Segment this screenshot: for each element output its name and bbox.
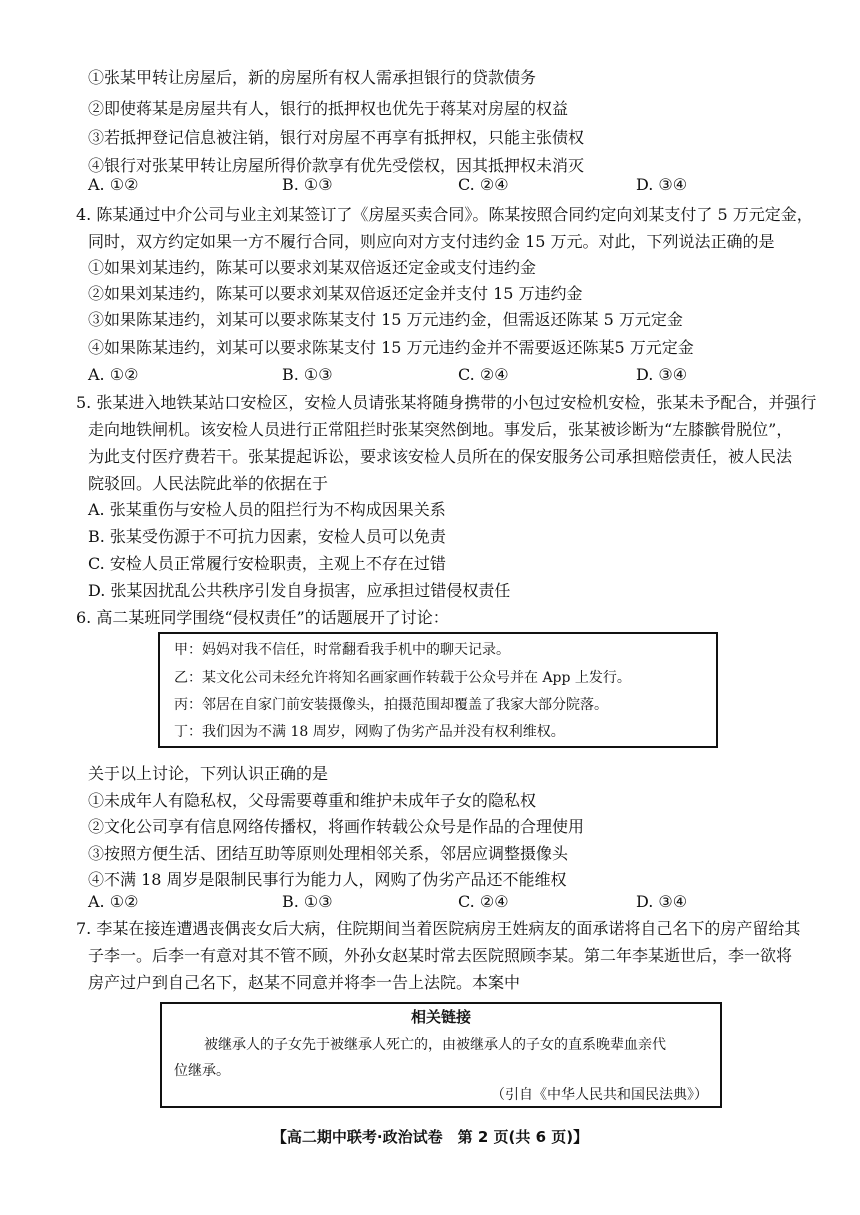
q5-stem-line-2: 走向地铁闸机。该安检人员进行正常阻拦时张某突然倒地。事发后，张某被诊断为“左膝髌骨脱位”， xyxy=(88,420,793,439)
q7-related-link-box xyxy=(160,1002,722,1108)
q5-stem-line-1: 5. 张某进入地铁某站口安检区，安检人员请张某将随身携带的小包过安检机安检，张某未予配合，并强行 xyxy=(76,393,817,412)
q6-box-line-jia: 甲：妈妈对我不信任，时常翻看我手机中的聊天记录。 xyxy=(174,642,510,658)
q4-option-d: D. ③④ xyxy=(636,365,688,384)
q6-item-1: ①未成年人有隐私权，父母需要尊重和维护未成年子女的隐私权 xyxy=(88,791,537,810)
q3-item-1: ①张某甲转让房屋后，新的房屋所有权人需承担银行的贷款债务 xyxy=(88,68,537,87)
q3-option-c: C. ②④ xyxy=(458,175,509,194)
q7-box-line-1: 被继承人的子女先于被继承人死亡的，由被继承人的子女的直系晚辈血亲代 xyxy=(204,1037,666,1053)
q6-option-a: A. ①② xyxy=(88,892,139,911)
q5-option-b: B. 张某受伤源于不可抗力因素，安检人员可以免责 xyxy=(88,527,446,546)
q5-option-d: D. 张某因扰乱公共秩序引发自身损害，应承担过错侵权责任 xyxy=(88,581,511,600)
q4-options xyxy=(88,365,688,385)
q7-stem-line-1: 7. 李某在接连遭遇丧偶丧女后大病，住院期间当着医院病房王姓病友的面承诺将自己名下的房产留给其 xyxy=(76,919,801,938)
q6-option-d: D. ③④ xyxy=(636,892,688,911)
q5-option-c: C. 安检人员正常履行安检职责，主观上不存在过错 xyxy=(88,554,446,573)
q4-item-1: ①如果刘某违约，陈某可以要求刘某双倍返还定金或支付违约金 xyxy=(88,258,537,277)
q5-stem-line-4: 院驳回。人民法院此举的依据在于 xyxy=(88,474,329,493)
q4-option-b: B. ①③ xyxy=(282,365,333,384)
q3-option-a: A. ①② xyxy=(88,175,139,194)
q7-stem-line-3: 房产过户到自己名下，赵某不同意并将李一告上法院。本案中 xyxy=(88,973,521,992)
q4-option-a: A. ①② xyxy=(88,365,139,384)
q6-box-line-yi: 乙：某文化公司未经允许将知名画家画作转载于公众号并在 App 上发行。 xyxy=(174,670,631,686)
q6-item-3: ③按照方便生活、团结互助等原则处理相邻关系，邻居应调整摄像头 xyxy=(88,844,569,863)
q6-box-line-bing: 丙：邻居在自家门前安装摄像头，拍摄范围却覆盖了我家大部分院落。 xyxy=(174,697,608,713)
q6-stem: 6. 高二某班同学围绕“侵权责任”的话题展开了讨论： xyxy=(76,608,449,627)
q7-box-title: 相关链接 xyxy=(410,1008,471,1026)
q3-item-4: ④银行对张某甲转让房屋所得价款享有优先受偿权，因其抵押权未消灭 xyxy=(88,156,585,175)
q4-option-c: C. ②④ xyxy=(458,365,509,384)
q3-option-d: D. ③④ xyxy=(636,175,688,194)
q3-item-2: ②即使蒋某是房屋共有人，银行的抵押权也优先于蒋某对房屋的权益 xyxy=(88,99,569,118)
q6-item-2: ②文化公司享有信息网络传播权，将画作转载公众号是作品的合理使用 xyxy=(88,817,585,836)
page-footer: 【高二期中联考·政治试卷 第 2 页(共 6 页)】 xyxy=(271,1128,589,1146)
q6-options xyxy=(88,892,688,912)
q6-option-c: C. ②④ xyxy=(458,892,509,911)
q4-stem-line-1: 4. 陈某通过中介公司与业主刘某签订了《房屋买卖合同》。陈某按照合同约定向刘某支付了 5 万元定金， xyxy=(76,205,813,224)
q6-discussion-box xyxy=(158,632,718,748)
q6-question: 关于以上讨论，下列认识正确的是 xyxy=(88,764,329,783)
q7-box-source: （引自《中华人民共和国民法典》） xyxy=(491,1087,708,1103)
q5-stem-line-3: 为此支付医疗费若干。张某提起诉讼，要求该安检人员所在的保安服务公司承担赔偿责任，被人民法 xyxy=(88,447,793,466)
q6-option-b: B. ①③ xyxy=(282,892,333,911)
q3-item-3: ③若抵押登记信息被注销，银行对房屋不再享有抵押权，只能主张债权 xyxy=(88,128,585,147)
q4-item-2: ②如果刘某违约，陈某可以要求刘某双倍返还定金并支付 15 万违约金 xyxy=(88,284,583,303)
q5-option-a: A. 张某重伤与安检人员的阻拦行为不构成因果关系 xyxy=(88,500,446,519)
q3-option-b: B. ①③ xyxy=(282,175,333,194)
q7-stem-line-2: 子李一。后李一有意对其不管不顾，外孙女赵某时常去医院照顾李某。第二年李某逝世后，李一欲将 xyxy=(88,946,793,965)
q4-item-3: ③如果陈某违约，刘某可以要求陈某支付 15 万元违约金，但需返还陈某 5 万元定金 xyxy=(88,310,683,329)
q6-item-4: ④不满 18 周岁是限制民事行为能力人，网购了伪劣产品还不能维权 xyxy=(88,870,567,889)
q4-item-4: ④如果陈某违约，刘某可以要求陈某支付 15 万元违约金并不需要返还陈某5 万元定金 xyxy=(88,338,694,357)
q6-box-line-ding: 丁：我们因为不满 18 周岁，网购了伪劣产品并没有权利维权。 xyxy=(174,724,565,740)
q7-box-line-2: 位继承。 xyxy=(174,1063,230,1079)
q3-options xyxy=(88,175,688,195)
q4-stem-line-2: 同时，双方约定如果一方不履行合同，则应向对方支付违约金 15 万元。对此，下列说法正确的是 xyxy=(88,232,775,251)
